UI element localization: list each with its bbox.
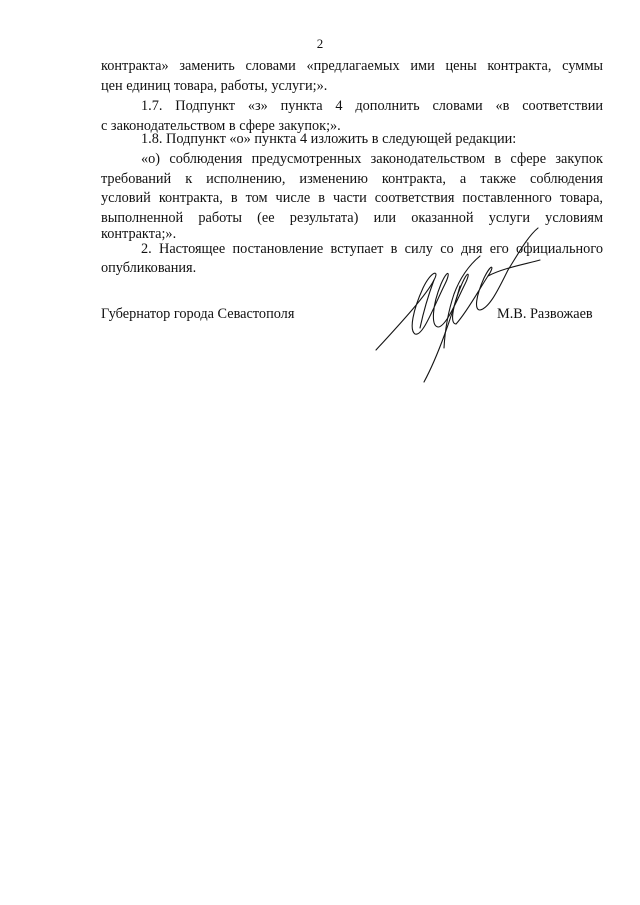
text-line-11: 2. Настоящее постановление вступает в силу со дня его официального <box>141 241 603 257</box>
signer-name: М.В. Развожаев <box>497 306 593 322</box>
text-line-9: выполненной работы (ее результата) или оказанной услуги условиям <box>101 210 603 226</box>
text-line-3: 1.7. Подпункт «з» пункта 4 дополнить словами «в соответствии <box>141 98 603 114</box>
text-line-5: 1.8. Подпункт «о» пункта 4 изложить в следующей редакции: <box>141 131 517 147</box>
signer-position: Губернатор города Севастополя <box>101 306 295 322</box>
text-line-6: «о) соблюдения предусмотренных законодательством в сфере закупок <box>141 151 603 167</box>
text-line-10: контракта;». <box>101 226 177 242</box>
text-line-2: цен единиц товара, работы, услуги;». <box>101 78 328 94</box>
page-number: 2 <box>316 36 324 51</box>
text-line-7: требований к исполнению, изменению контракта, а также соблюдения <box>101 171 603 187</box>
text-line-12: опубликования. <box>101 260 197 276</box>
text-line-8: условий контракта, в том числе в части соответствия поставленного товара, <box>101 190 603 206</box>
text-line-4: с законодательством в сфере закупок;». <box>101 118 341 134</box>
text-line-1: контракта» заменить словами «предлагаемых ими цены контракта, суммы <box>101 58 603 74</box>
handwritten-signature <box>368 226 568 386</box>
